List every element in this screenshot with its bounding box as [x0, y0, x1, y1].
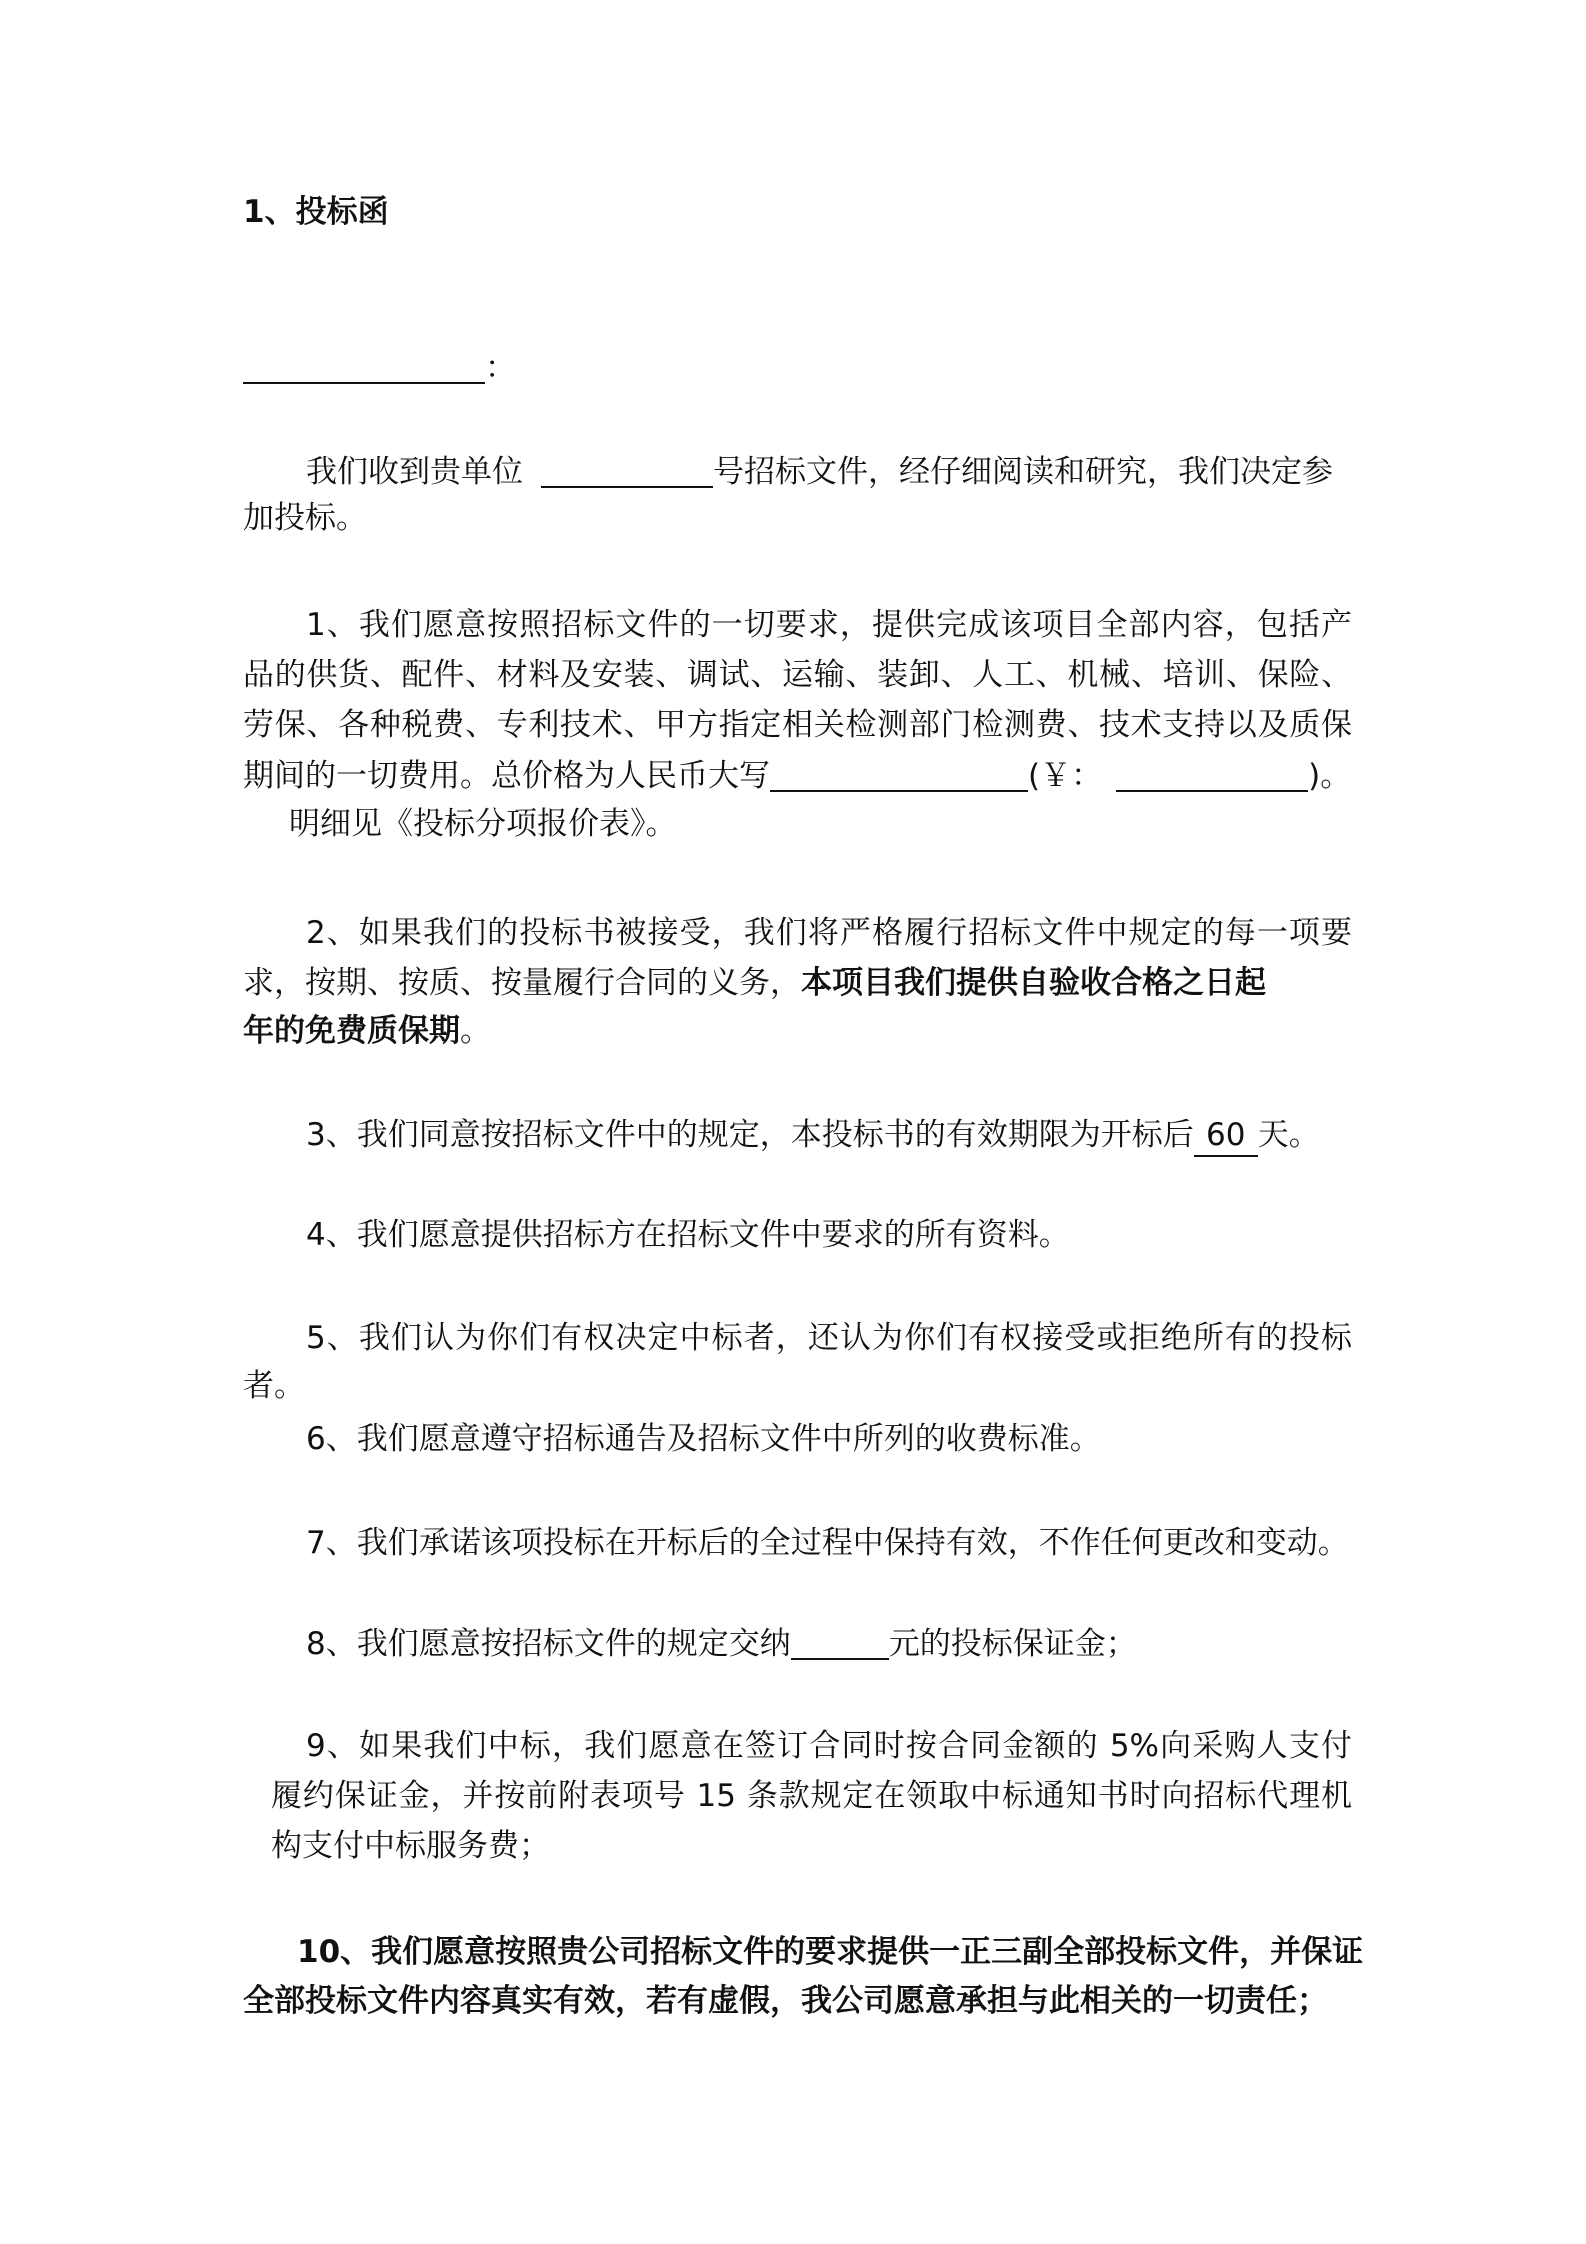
warranty-statement: 本项目我们提供自验收合格之日起	[801, 965, 1266, 1001]
item10-line-2: 全部投标文件内容真实有效，若有虚假，我公司愿意承担与此相关的一切责任；	[243, 1983, 1328, 2019]
deposit-text: 8、我们愿意按招标文件的规定交纳	[306, 1626, 791, 1662]
intro-text-before: 我们收到贵单位	[306, 454, 523, 490]
heading: 1、投标函	[243, 194, 389, 230]
item2-line-1: 2、如果我们的投标书被接受，我们将严格履行招标文件中规定的每一项要	[306, 915, 1352, 951]
item4: 4、我们愿意提供招标方在招标文件中要求的所有资料。	[306, 1217, 1070, 1253]
salutation	[243, 352, 516, 384]
tender-number-blank	[541, 456, 713, 488]
deposit-text-after: 元的投标保证金；	[888, 1626, 1137, 1662]
recipient-blank	[243, 352, 485, 384]
item8	[306, 1628, 1137, 1660]
total-price-figure-blank	[1116, 760, 1308, 792]
validity-days: 60	[1194, 1120, 1258, 1157]
item5-line-1: 5、我们认为你们有权决定中标者，还认为你们有权接受或拒绝所有的投标	[306, 1320, 1352, 1356]
item1-line-1: 1、我们愿意按照招标文件的一切要求，提供完成该项目全部内容，包括产	[306, 607, 1352, 643]
total-price-words-blank	[770, 760, 1028, 792]
intro-line-2: 加投标。	[243, 500, 367, 536]
intro-line-1	[306, 456, 1333, 488]
total-price-figure-label: (￥：	[1028, 758, 1103, 794]
item3	[306, 1117, 1320, 1157]
total-price-label: 期间的一切费用。总价格为人民币大写	[243, 758, 770, 794]
item9-line-3: 构支付中标服务费；	[271, 1828, 550, 1864]
item2-line-2	[243, 965, 1266, 1001]
item5-line-2: 者。	[243, 1368, 305, 1404]
item9-line-2: 履约保证金，并按前附表项号 15 条款规定在领取中标通知书时向招标代理机	[271, 1778, 1352, 1814]
item1-line-4	[243, 760, 1351, 792]
item2-line-3	[243, 1013, 491, 1049]
item2-text: 求，按期、按质、按量履行合同的义务，	[243, 965, 801, 1001]
validity-unit: 天。	[1257, 1117, 1320, 1153]
item9-line-1: 9、如果我们中标，我们愿意在签订合同时按合同金额的 5%向采购人支付	[306, 1728, 1352, 1764]
item7: 7、我们承诺该项投标在开标后的全过程中保持有效，不作任何更改和变动。	[306, 1525, 1349, 1561]
item1-line-3: 劳保、各种税费、专利技术、甲方指定相关检测部门检测费、技术支持以及质保	[243, 707, 1352, 743]
item1-line-2: 品的供货、配件、材料及安装、调试、运输、装卸、人工、机械、培训、保险、	[243, 657, 1352, 693]
deposit-amount-blank	[791, 1628, 889, 1660]
item2-end: 。	[460, 1013, 491, 1049]
intro-text-after: 号招标文件，经仔细阅读和研究，我们决定参	[713, 454, 1333, 490]
validity-text: 3、我们同意按招标文件中的规定，本投标书的有效期限为开标后	[306, 1117, 1194, 1153]
item10-line-1: 10、我们愿意按照贵公司招标文件的要求提供一正三副全部投标文件，并保证	[297, 1934, 1364, 1970]
salutation-colon: ：	[485, 350, 516, 386]
item1-line-5: 明细见《投标分项报价表》。	[289, 806, 677, 842]
warranty-period: 年的免费质保期	[243, 1013, 460, 1049]
total-price-close: )。	[1308, 758, 1352, 794]
item6: 6、我们愿意遵守招标通告及招标文件中所列的收费标准。	[306, 1421, 1101, 1457]
